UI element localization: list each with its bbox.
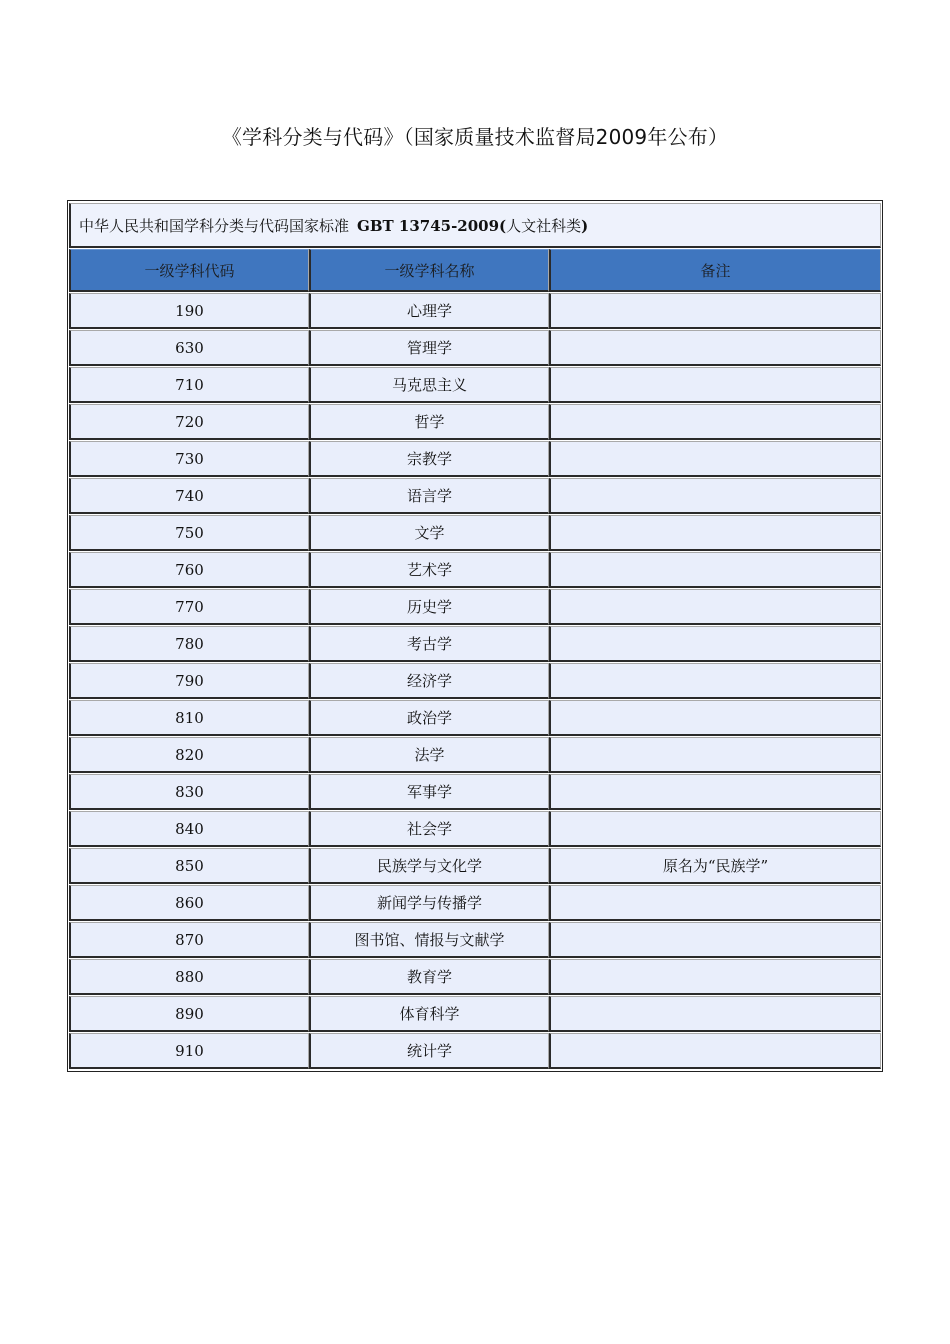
cell-code: 850	[69, 848, 309, 884]
header-name: 一级学科名称	[309, 249, 549, 292]
cell-code: 710	[69, 367, 309, 403]
cell-note	[549, 367, 881, 403]
table-row	[69, 1033, 881, 1069]
table-row	[69, 700, 881, 736]
cell-code: 740	[69, 478, 309, 514]
table-row	[69, 441, 881, 477]
table-row	[69, 811, 881, 847]
cell-name: 管理学	[309, 330, 549, 366]
cell-name: 社会学	[309, 811, 549, 847]
cell-note	[549, 737, 881, 773]
cell-name: 统计学	[309, 1033, 549, 1069]
cell-name: 新闻学与传播学	[309, 885, 549, 921]
caption-category: 人文社科类	[506, 216, 582, 235]
table-caption	[69, 203, 881, 248]
cell-code: 810	[69, 700, 309, 736]
cell-note	[549, 404, 881, 440]
cell-name: 历史学	[309, 589, 549, 625]
table-row	[69, 589, 881, 625]
caption-standard-number: GBT 13745-2009(	[357, 216, 507, 235]
header-note: 备注	[549, 249, 881, 292]
cell-note	[549, 959, 881, 995]
cell-note	[549, 330, 881, 366]
cell-name: 法学	[309, 737, 549, 773]
cell-code: 190	[69, 293, 309, 329]
cell-note: 原名为“民族学”	[549, 848, 881, 884]
cell-code: 760	[69, 552, 309, 588]
cell-name: 心理学	[309, 293, 549, 329]
cell-code: 820	[69, 737, 309, 773]
page-title: 《学科分类与代码》（国家质量技术监督局2009年公布）	[221, 125, 729, 149]
cell-note	[549, 774, 881, 810]
table-row	[69, 774, 881, 810]
cell-note	[549, 1033, 881, 1069]
table-row	[69, 293, 881, 329]
discipline-table	[69, 202, 881, 1070]
caption-text: 中华人民共和国学科分类与代码国家标准	[79, 216, 350, 235]
cell-note	[549, 515, 881, 551]
cell-note	[549, 811, 881, 847]
cell-code: 880	[69, 959, 309, 995]
table-row	[69, 848, 881, 884]
table-header-row	[69, 249, 881, 292]
discipline-table-frame	[67, 200, 883, 1072]
cell-name: 哲学	[309, 404, 549, 440]
cell-code: 860	[69, 885, 309, 921]
cell-code: 730	[69, 441, 309, 477]
cell-code: 890	[69, 996, 309, 1032]
cell-name: 教育学	[309, 959, 549, 995]
cell-code: 720	[69, 404, 309, 440]
cell-code: 910	[69, 1033, 309, 1069]
cell-name: 政治学	[309, 700, 549, 736]
cell-name: 考古学	[309, 626, 549, 662]
cell-code: 870	[69, 922, 309, 958]
cell-name: 军事学	[309, 774, 549, 810]
table-row	[69, 404, 881, 440]
cell-note	[549, 996, 881, 1032]
cell-code: 750	[69, 515, 309, 551]
cell-note	[549, 589, 881, 625]
cell-name: 马克思主义	[309, 367, 549, 403]
table-caption-row	[69, 203, 881, 248]
cell-code: 830	[69, 774, 309, 810]
cell-note	[549, 293, 881, 329]
cell-name: 宗教学	[309, 441, 549, 477]
table-row	[69, 885, 881, 921]
cell-note	[549, 885, 881, 921]
table-row	[69, 922, 881, 958]
table-row	[69, 330, 881, 366]
cell-code: 790	[69, 663, 309, 699]
cell-name: 艺术学	[309, 552, 549, 588]
header-code: 一级学科代码	[69, 249, 309, 292]
table-row	[69, 996, 881, 1032]
cell-code: 780	[69, 626, 309, 662]
cell-name: 经济学	[309, 663, 549, 699]
cell-name: 文学	[309, 515, 549, 551]
cell-note	[549, 663, 881, 699]
table-row	[69, 959, 881, 995]
cell-note	[549, 552, 881, 588]
table-row	[69, 478, 881, 514]
cell-note	[549, 478, 881, 514]
caption-close-paren: )	[581, 216, 589, 235]
table-row	[69, 626, 881, 662]
cell-code: 840	[69, 811, 309, 847]
table-row	[69, 367, 881, 403]
table-row	[69, 552, 881, 588]
table-row	[69, 515, 881, 551]
cell-name: 图书馆、情报与文献学	[309, 922, 549, 958]
cell-note	[549, 441, 881, 477]
cell-code: 770	[69, 589, 309, 625]
cell-name: 民族学与文化学	[309, 848, 549, 884]
cell-note	[549, 922, 881, 958]
table-row	[69, 663, 881, 699]
cell-note	[549, 700, 881, 736]
cell-name: 语言学	[309, 478, 549, 514]
cell-name: 体育科学	[309, 996, 549, 1032]
table-row	[69, 737, 881, 773]
cell-note	[549, 626, 881, 662]
cell-code: 630	[69, 330, 309, 366]
